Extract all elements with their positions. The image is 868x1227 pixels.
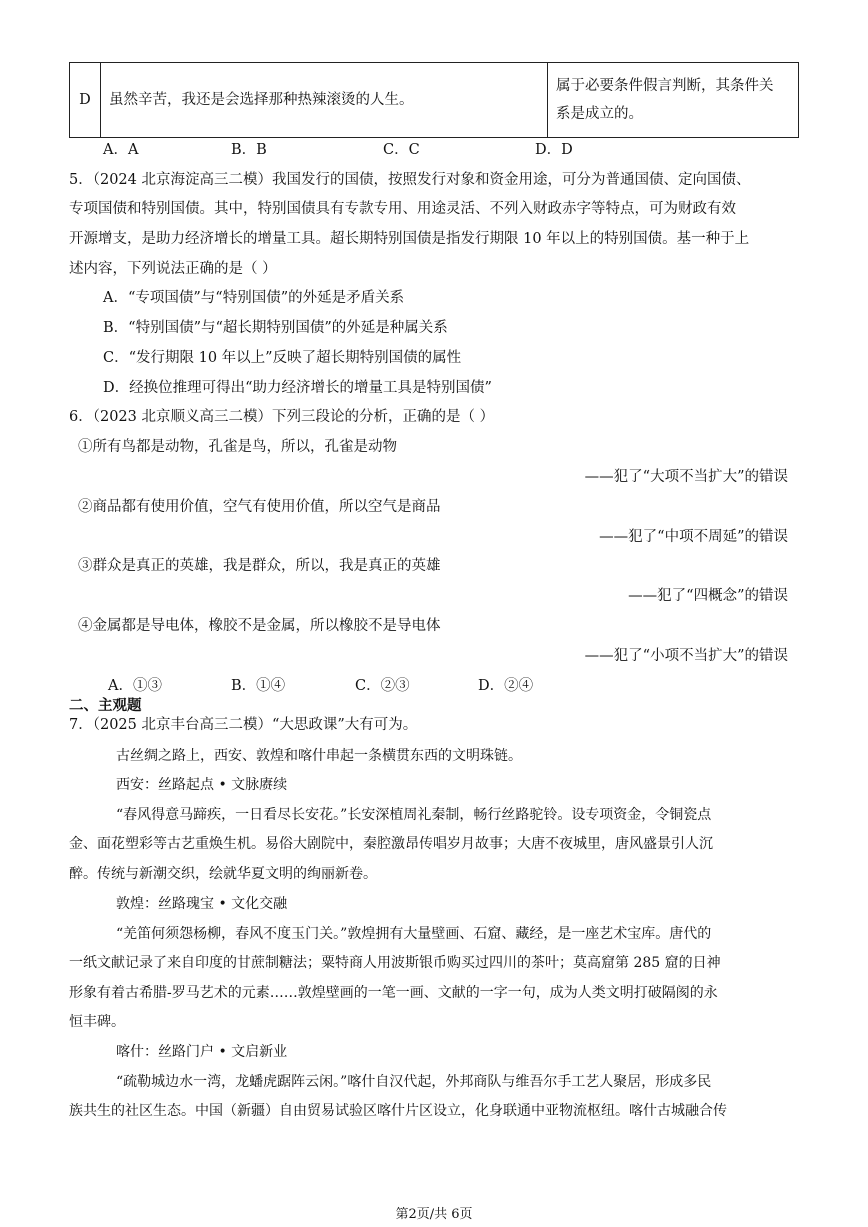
passage-line-7: “羌笛何须怨杨柳，春风不度玉门关。”敦煌拥有大量壁画、石窟、藏经，是一座艺术宝库。唐代的 <box>116 926 712 942</box>
passage-line-4: 金、面花塑彩等古艺重焕生机。易俗大剧院中，秦腔激昂传唱岁月故事；大唐不夜城里，唐风盛景引人沉 <box>69 836 713 852</box>
q6-item-2-error: ——犯了“中项不周延”的错误 <box>599 529 788 545</box>
q7-stem: 7．（2025 北京丰台高三二模）“大思政课”大有可为。 <box>69 717 418 733</box>
q5-stem-line-4: 述内容，下列说法正确的是（ ） <box>69 261 277 277</box>
q6-option-c[interactable]: C．②③ <box>355 678 410 694</box>
passage-line-8: 一纸文献记录了来自印度的甘蔗制糖法；粟特商人用波斯银币购买过四川的茶叶；莫高窟第 285 窟的日神 <box>69 955 721 971</box>
q4-option-b[interactable]: B．B <box>231 142 267 158</box>
q5-stem-line-2: 专项国债和特别国债。其中，特别国债具有专款专用、用途灵活、不列入财政赤字等特点，可为财政有效 <box>69 201 736 217</box>
passage-line-9: 形象有着古希腊-罗马艺术的元素……敦煌壁画的一笔一画、文献的一字一句，成为人类文明打破隔阂的永 <box>69 985 718 1001</box>
answer-table <box>69 62 799 138</box>
q6-item-4: ④金属都是导电体，橡胶不是金属，所以橡胶不是导电体 <box>78 618 441 634</box>
analysis-cell <box>548 63 799 138</box>
analysis-line-1: 属于必要条件假言判断，其条件关 <box>556 78 774 94</box>
option-letter-cell: D <box>70 63 101 138</box>
q6-item-1: ①所有鸟都是动物，孔雀是鸟，所以，孔雀是动物 <box>78 439 397 455</box>
q4-option-d[interactable]: D．D <box>535 142 573 158</box>
q6-stem: 6．（2023 北京顺义高三二模）下列三段论的分析，正确的是（ ） <box>69 409 495 425</box>
analysis-line-2: 系是成立的。 <box>556 106 643 122</box>
passage-line-10: 恒丰碑。 <box>69 1014 125 1030</box>
q6-option-a[interactable]: A．①③ <box>108 678 162 694</box>
q5-stem-line-1: 5．（2024 北京海淀高三二模）我国发行的国债，按照发行对象和资金用途，可分为普通国债、定向国债、 <box>69 172 751 188</box>
q6-option-b[interactable]: B．①④ <box>231 678 286 694</box>
q6-item-3: ③群众是真正的英雄，我是群众，所以，我是真正的英雄 <box>78 558 441 574</box>
q6-option-d[interactable]: D．②④ <box>478 678 534 694</box>
section-heading: 二、主观题 <box>69 697 142 714</box>
passage-subtitle-kashgar: 喀什：丝路门户 • 文启新业 <box>116 1044 288 1060</box>
q5-option-b[interactable]: B．“特别国债”与“超长期特别国债”的外延是种属关系 <box>103 320 448 336</box>
page-footer: 第2页/共 6页 <box>395 1207 473 1222</box>
q5-option-c[interactable]: C．“发行期限 10 年以上”反映了超长期特别国债的属性 <box>103 350 462 366</box>
q5-stem-line-3: 开源增支，是助力经济增长的增量工具。超长期特别国债是指发行期限 10 年以上的特别国债。基一种于上 <box>69 231 750 247</box>
statement-cell: 虽然辛苦，我还是会选择那种热辣滚烫的人生。 <box>101 63 548 138</box>
passage-line-13: 族共生的社区生态。中国（新疆）自由贸易试验区喀什片区设立，化身联通中亚物流枢纽。喀什古城融合传 <box>69 1103 727 1119</box>
passage-line-1: 古丝绸之路上，西安、敦煌和喀什串起一条横贯东西的文明珠链。 <box>116 748 522 764</box>
passage-line-12: “疏勒城边水一湾，龙蟠虎踞阵云闲。”喀什自汉代起，外邦商队与维吾尔手工艺人聚居，形成多民 <box>116 1074 712 1090</box>
q4-option-a[interactable]: A．A <box>103 142 139 158</box>
q6-item-1-error: ——犯了“大项不当扩大”的错误 <box>584 469 788 485</box>
q6-item-2: ②商品都有使用价值，空气有使用价值，所以空气是商品 <box>78 499 441 515</box>
q5-option-d[interactable]: D．经换位推理可得出“助力经济增长的增量工具是特别国债” <box>103 380 492 396</box>
passage-line-5: 醉。传统与新潮交织，绘就华夏文明的绚丽新卷。 <box>69 866 377 882</box>
q6-item-3-error: ——犯了“四概念”的错误 <box>628 588 788 604</box>
passage-subtitle-xian: 西安：丝路起点 • 文脉赓续 <box>116 777 288 793</box>
passage-subtitle-dunhuang: 敦煌：丝路瑰宝 • 文化交融 <box>116 896 288 912</box>
q6-item-4-error: ——犯了“小项不当扩大”的错误 <box>584 648 788 664</box>
passage-line-3: “春风得意马蹄疾，一日看尽长安花。”长安深植周礼秦制，畅行丝路驼铃。设专项资金，令铜瓷点 <box>116 807 712 823</box>
table-row <box>70 63 799 138</box>
q5-option-a[interactable]: A．“专项国债”与“特别国债”的外延是矛盾关系 <box>103 290 405 306</box>
q4-option-c[interactable]: C．C <box>383 142 420 158</box>
